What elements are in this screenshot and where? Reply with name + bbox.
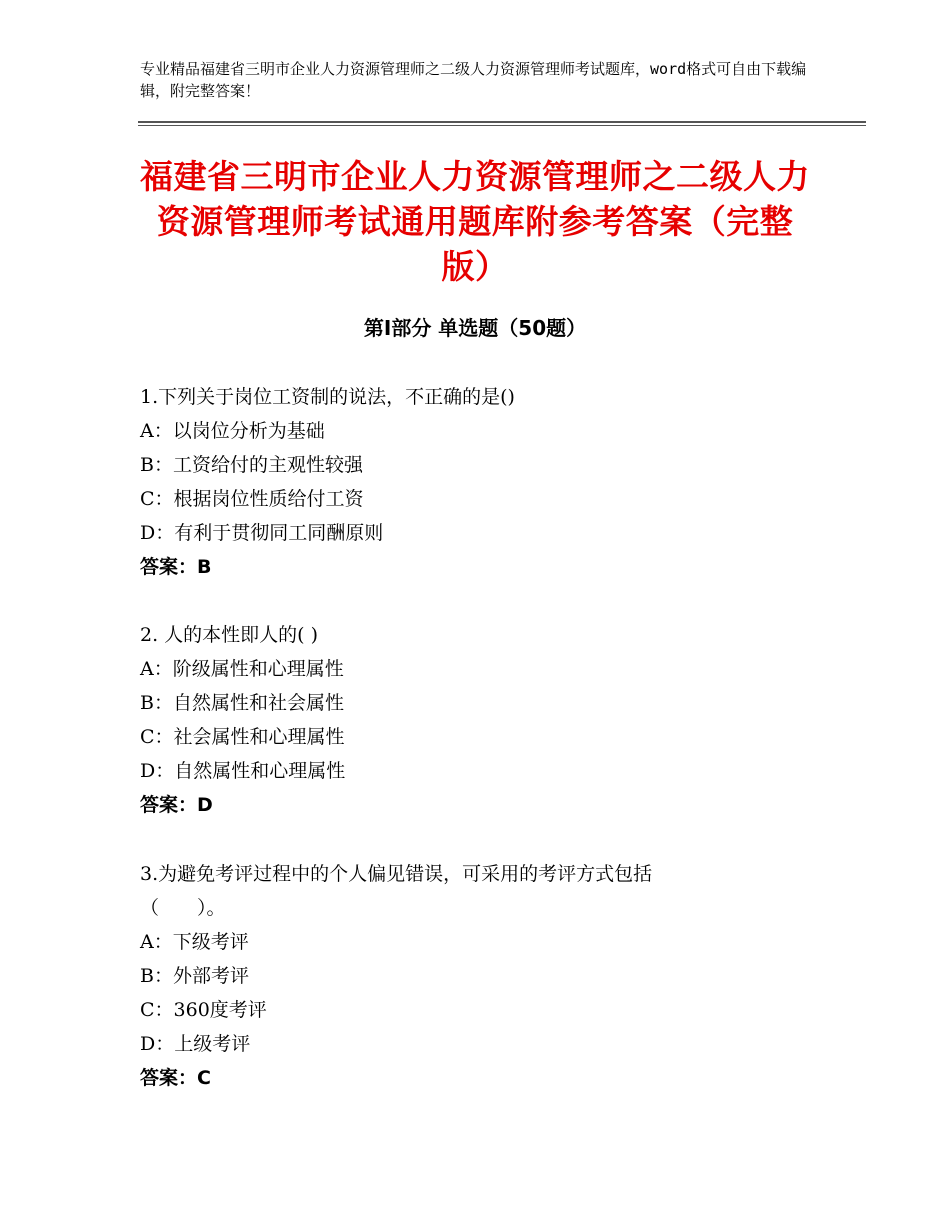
option-b: B：工资给付的主观性较强 (140, 454, 363, 476)
document-title: 福建省三明市企业人力资源管理师之二级人力资源管理师考试通用题库附参考答案（完整版） (140, 157, 810, 286)
option-c: C：360度考评 (140, 999, 267, 1021)
question-text: 1.下列关于岗位工资制的说法，不正确的是() (140, 386, 515, 408)
option-d: D：有利于贯彻同工同酬原则 (140, 522, 384, 544)
header-note: 专业精品福建省三明市企业人力资源管理师之二级人力资源管理师考试题库，word格式可自由下载编辑，附完整答案！ (140, 60, 807, 100)
question-1 (140, 380, 840, 584)
answer: 答案：C (140, 1067, 211, 1089)
question-2 (140, 618, 840, 822)
option-c: C：社会属性和心理属性 (140, 726, 345, 748)
question-text: 2. 人的本性即人的( ) (140, 624, 319, 646)
option-b: B：自然属性和社会属性 (140, 692, 344, 714)
option-a: A：下级考评 (140, 931, 249, 953)
answer: 答案：D (140, 794, 213, 816)
question-text: 3.为避免考评过程中的个人偏见错误，可采用的考评方式包括 (140, 863, 653, 885)
header-divider (138, 121, 866, 126)
option-d: D：自然属性和心理属性 (140, 760, 346, 782)
question-text-continued: （ ）。 (140, 897, 226, 919)
section-title: 第Ⅰ部分 单选题（50题） (363, 316, 587, 340)
option-d: D：上级考评 (140, 1033, 251, 1055)
answer: 答案：B (140, 556, 212, 578)
question-3 (140, 857, 840, 1095)
option-a: A：以岗位分析为基础 (140, 420, 325, 442)
option-b: B：外部考评 (140, 965, 249, 987)
option-c: C：根据岗位性质给付工资 (140, 488, 364, 510)
option-a: A：阶级属性和心理属性 (140, 658, 344, 680)
